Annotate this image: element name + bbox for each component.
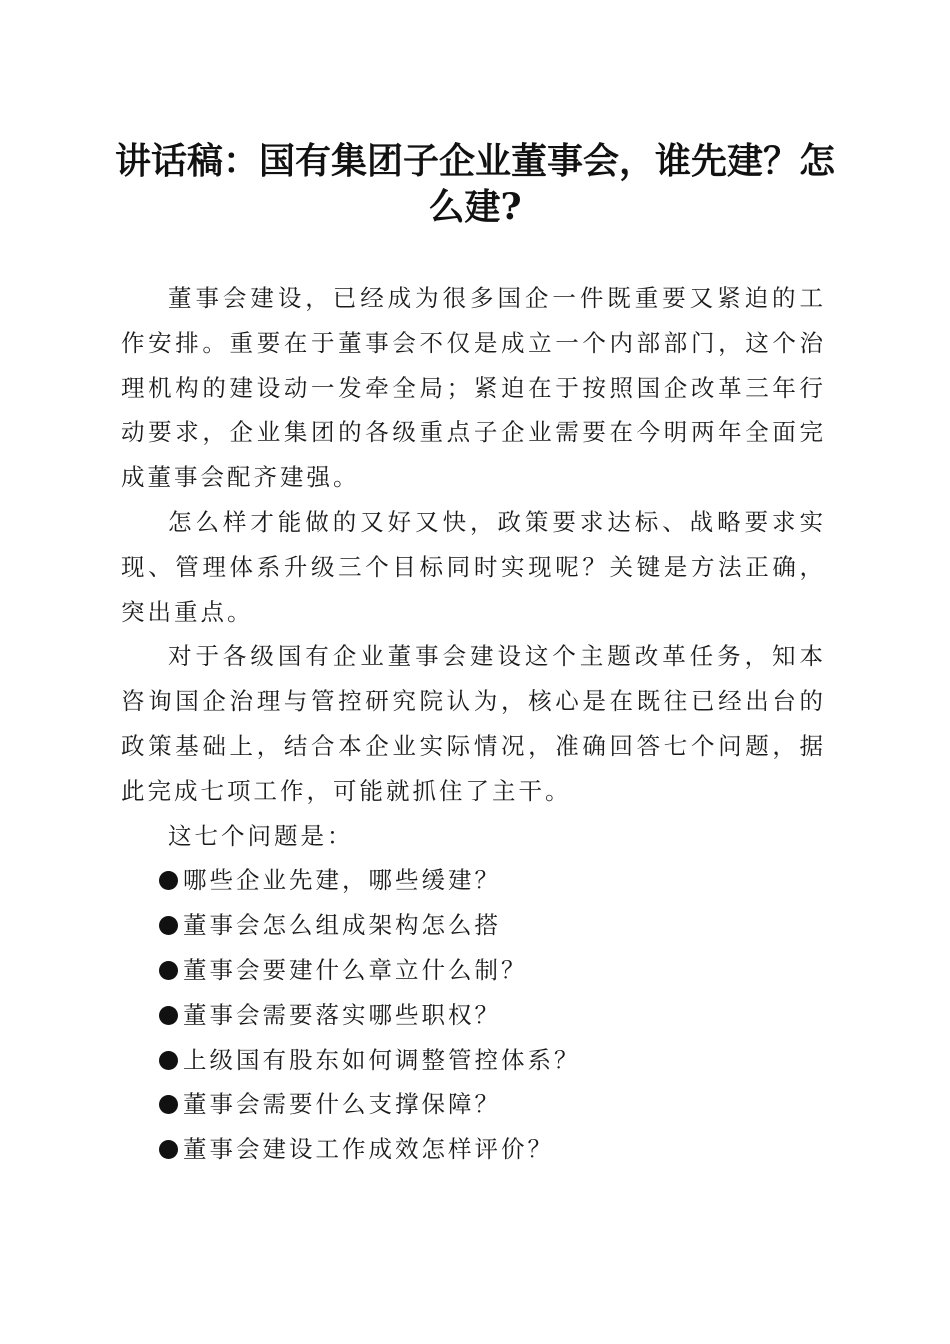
paragraph: 这七个问题是： [168, 821, 354, 850]
question-text: 董事会怎么组成架构怎么搭 [183, 911, 501, 940]
bullet-icon [159, 1140, 178, 1159]
question-list [121, 858, 826, 1172]
list-item [121, 948, 826, 993]
question-text: 上级国有股东如何调整管控体系？ [183, 1045, 581, 1074]
document-body [121, 276, 826, 1172]
list-item [121, 858, 826, 903]
bullet-icon [159, 961, 178, 980]
bullet-icon [159, 1006, 178, 1025]
list-item [121, 903, 826, 948]
bullet-icon [159, 916, 178, 935]
bullet-icon [159, 1051, 178, 1070]
question-text: 董事会要建什么章立什么制？ [183, 955, 528, 984]
paragraph: 董事会建设，已经成为很多国企一件既重要又紧迫的工作安排。重要在于董事会不仅是成立一个内部部门，这个治理机构的建设动一发牵全局；紧迫在于按照国企改革三年行动要求，企业集团的各级重点子企业需要在今明两年全面完成董事会配齐建强。 [121, 284, 826, 492]
document-title: 讲话稿：国有集团子企业董事会，谁先建？怎么建? [114, 140, 835, 228]
bullet-icon [159, 871, 178, 890]
list-item [121, 1038, 826, 1083]
list-item [121, 1127, 826, 1172]
question-text: 董事会需要落实哪些职权？ [183, 1000, 501, 1029]
list-item [121, 993, 826, 1038]
question-text: 董事会建设工作成效怎样评价？ [183, 1135, 554, 1164]
question-text: 哪些企业先建，哪些缓建？ [183, 866, 501, 895]
bullet-icon [159, 1095, 178, 1114]
paragraph: 怎么样才能做的又好又快，政策要求达标、战略要求实现、管理体系升级三个目标同时实现呢？关键是方法正确，突出重点。 [121, 507, 826, 626]
list-item [121, 1082, 826, 1127]
question-text: 董事会需要什么支撑保障？ [183, 1090, 501, 1119]
paragraph: 对于各级国有企业董事会建设这个主题改革任务，知本咨询国企治理与管控研究院认为，核心是在既往已经出台的政策基础上，结合本企业实际情况，准确回答七个问题，据此完成七项工作，可能就抓住了主干。 [121, 642, 826, 805]
